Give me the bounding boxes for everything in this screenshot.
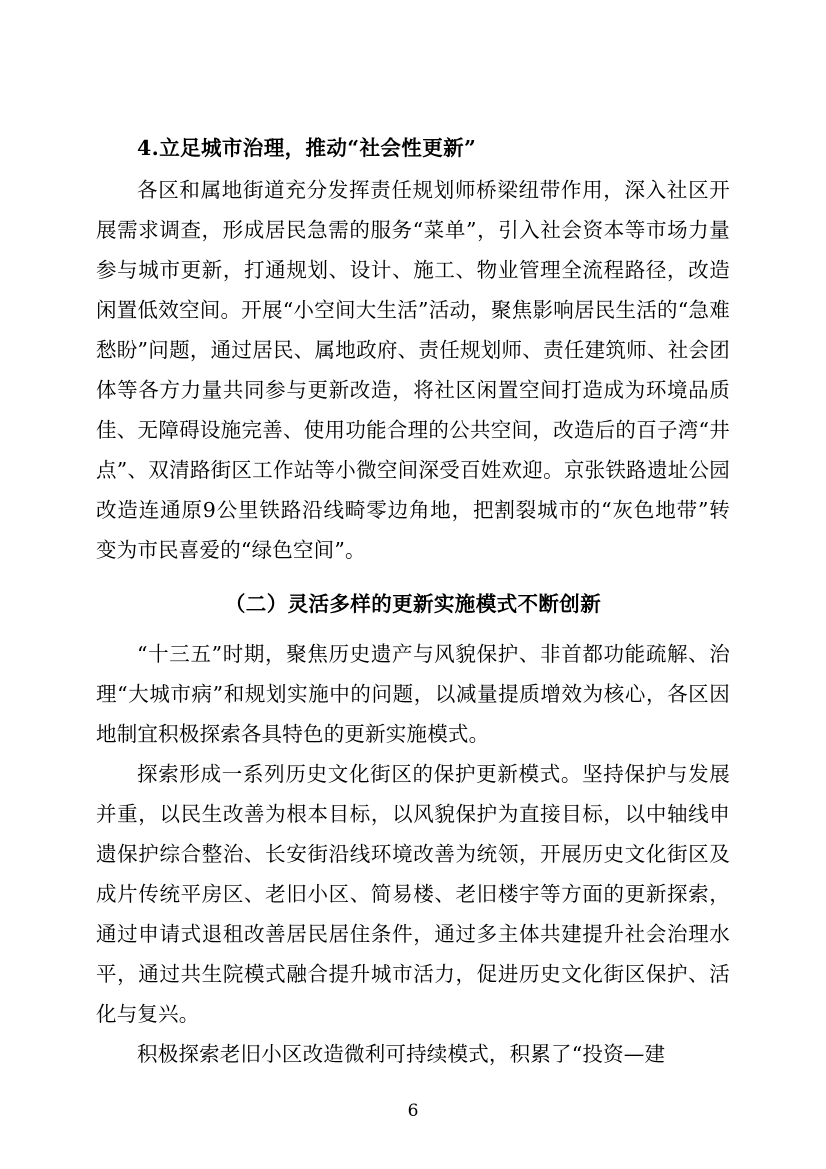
paragraph-historic-district-models: 探索形成一系列历史文化街区的保护更新模式。坚持保护与发展并重，以民生改善为根本目标，以风貌保护为直接目标，以中轴线申遗保护综合整治、长安街沿线环境改善为统领，开展历史文化街区及成片传统平房区、老旧小区、简易楼、老旧楼宇等方面的更新探索，通过申请式退租改善居民居住条件，通过多主体共建提升社会治理水平，通过共生院模式融合提升城市活力，促进历史文化街区保护、活化与复兴。 [96,762,730,1026]
section-heading-renewal-models: （二）灵活多样的更新实施模式不断创新 [224,592,602,616]
page-number: 6 [407,1101,419,1121]
paragraph-old-community-renovation: 积极探索老旧小区改造微利可持续模式，积累了“投资—建 [137,1042,666,1066]
document-body [96,128,730,1074]
paragraph-social-renewal: 各区和属地街道充分发挥责任规划师桥梁纽带作用，深入社区开展需求调查，形成居民急需的服务“菜单”，引入社会资本等市场力量参与城市更新，打通规划、设计、施工、物业管理全流程路径，改造闲置低效空间。开展“小空间大生活”活动，聚焦影响居民生活的“急难愁盼”问题，通过居民、属地政府、责任规划师、责任建筑师、社会团体等各方力量共同参与更新改造，将社区闲置空间打造成为环境品质佳、无障碍设施完善、使用功能合理的公共空间，改造后的百子湾“井点”、双清路街区工作站等小微空间深受百姓欢迎。京张铁路遗址公园改造连通原9公里铁路沿线畸零边角地，把割裂城市的“灰色地带”转变为市民喜爱的“绿色空间”。 [96,178,730,562]
paragraph-13th-five-year-plan: “十三五”时期，聚焦历史遗产与风貌保护、非首都功能疏解、治理“大城市病”和规划实施中的问题，以减量提质增效为核心，各区因地制宜积极探索各具特色的更新实施模式。 [96,642,730,746]
section-heading-social-renewal: 4.立足城市治理，推动“社会性更新” [137,136,477,160]
